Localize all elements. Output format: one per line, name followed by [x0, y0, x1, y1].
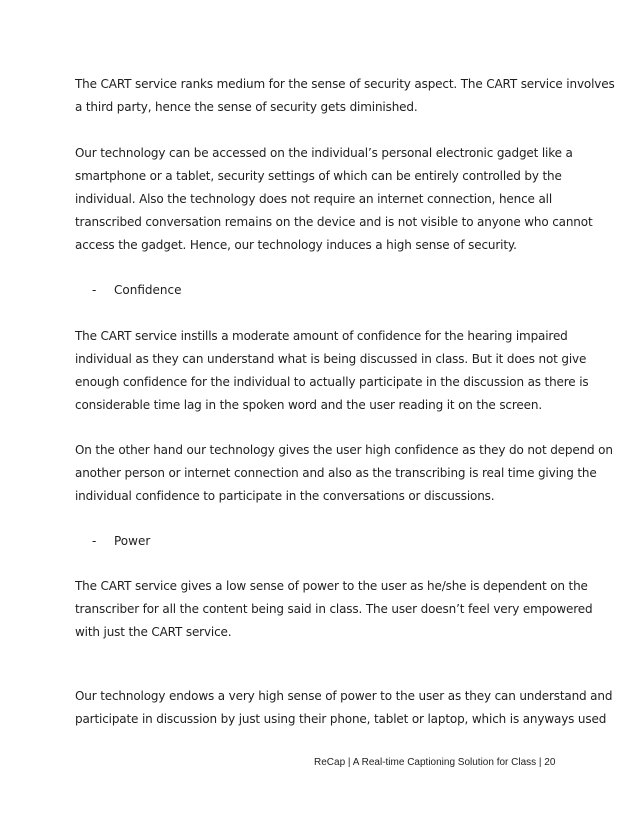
- text-line: Our technology can be accessed on the individual’s personal electronic gadget like a: [75, 146, 573, 160]
- list-bullet: -: [92, 283, 97, 297]
- text-line: On the other hand our technology gives the user high confidence as they do not depend on: [75, 443, 613, 457]
- text-line: Our technology endows a very high sense of power to the user as they can understand and: [75, 689, 613, 703]
- heading-label: Power: [114, 534, 151, 548]
- text-line: individual confidence to participate in the conversations or discussions.: [75, 489, 495, 503]
- text-line: participate in discussion by just using their phone, tablet or laptop, which is anyways used: [75, 712, 607, 726]
- text-line: a third party, hence the sense of security gets diminished.: [75, 100, 418, 114]
- list-bullet: -: [92, 534, 97, 548]
- text-line: access the gadget. Hence, our technology induces a high sense of security.: [75, 238, 517, 252]
- text-line: The CART service ranks medium for the sense of security aspect. The CART service involves: [75, 77, 615, 91]
- text-line: transcribed conversation remains on the device and is not visible to anyone who cannot: [75, 215, 593, 229]
- text-line: considerable time lag in the spoken word and the user reading it on the screen.: [75, 398, 542, 412]
- heading-label: Confidence: [114, 283, 182, 297]
- text-line: The CART service instills a moderate amount of confidence for the hearing impaired: [75, 329, 568, 343]
- text-line: individual. Also the technology does not require an internet connection, hence all: [75, 192, 553, 206]
- text-line: individual as they can understand what is being discussed in class. But it does not give: [75, 352, 587, 366]
- text-line: enough confidence for the individual to actually participate in the discussion as there is: [75, 375, 589, 389]
- text-line: another person or internet connection and also as the transcribing is real time giving the: [75, 466, 597, 480]
- page-footer: ReCap | A Real-time Captioning Solution for Class | 20: [314, 757, 556, 768]
- text-line: transcriber for all the content being said in class. The user doesn’t feel very empowered: [75, 602, 593, 616]
- text-line: smartphone or a tablet, security settings of which can be entirely controlled by the: [75, 169, 562, 183]
- text-line: with just the CART service.: [75, 625, 232, 639]
- text-line: The CART service gives a low sense of power to the user as he/she is dependent on the: [75, 579, 588, 593]
